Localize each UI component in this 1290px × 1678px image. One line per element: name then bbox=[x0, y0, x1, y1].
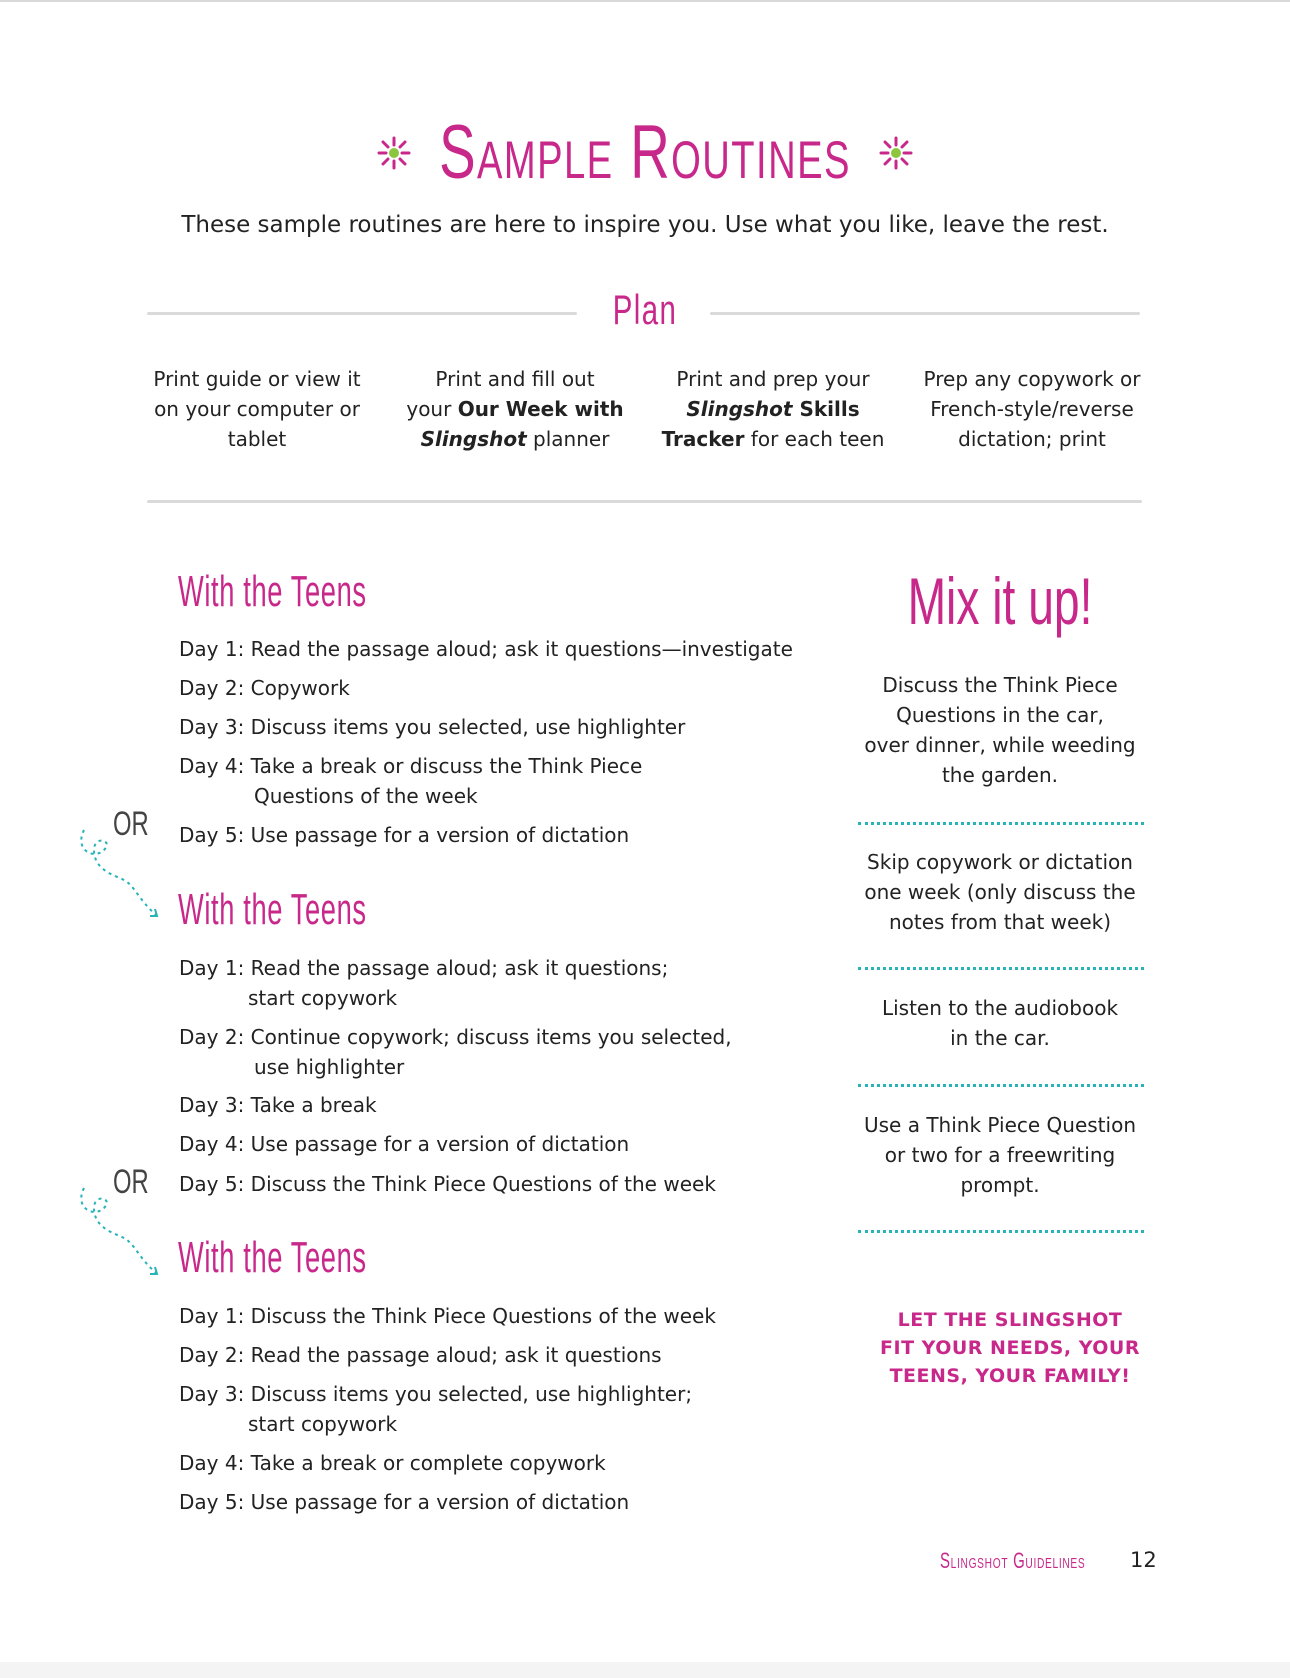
page-title: Sample Routines bbox=[439, 110, 851, 195]
plan-step-1: Print guide or view it on your computer or tablet bbox=[153, 367, 361, 451]
routine-1-day-1: Day 1: Read the passage aloud; ask it questions—investigate bbox=[179, 637, 793, 661]
dotted-divider-1 bbox=[858, 822, 1144, 825]
routine-3-day-5: Day 5: Use passage for a version of dictation bbox=[179, 1490, 630, 1514]
plan-step-4: Prep any copywork or French-style/reverse dictation; print bbox=[923, 367, 1141, 451]
plan-rule-bottom bbox=[147, 500, 1142, 503]
routine-3-day-3: Day 3: Discuss items you selected, use highlighter; start copywork bbox=[179, 1382, 693, 1436]
plan-heading: Plan bbox=[612, 286, 678, 333]
slingshot-callout: LET THE SLINGSHOT FIT YOUR NEEDS, YOUR TEENS, YOUR FAMILY! bbox=[880, 1309, 1140, 1387]
plan-rule-left bbox=[147, 312, 577, 315]
curly-arrow-icon-1 bbox=[74, 820, 164, 930]
intro-text: These sample routines are here to inspire you. Use what you like, leave the rest. bbox=[181, 212, 1109, 238]
page-number: 12 bbox=[1130, 1548, 1157, 1572]
dotted-divider-4 bbox=[858, 1230, 1144, 1233]
mix-tip-2: Skip copywork or dictation one week (only discuss the notes from that week) bbox=[864, 850, 1136, 934]
plan-step-2: Print and fill out your Our Week with Slingshot planner bbox=[406, 367, 624, 451]
or-label-2: OR bbox=[113, 1163, 149, 1201]
flower-icon-right bbox=[873, 130, 919, 176]
curly-arrow-icon-2 bbox=[74, 1178, 164, 1288]
routine-1-day-4: Day 4: Take a break or discuss the Think Piece Questions of the week bbox=[179, 754, 643, 808]
routine-3-title: With the Teens bbox=[178, 1233, 367, 1282]
flower-icon-left bbox=[371, 130, 417, 176]
routine-2-day-1: Day 1: Read the passage aloud; ask it questions; start copywork bbox=[179, 956, 669, 1010]
bottom-edge bbox=[0, 1662, 1290, 1678]
mix-tip-1: Discuss the Think Piece Questions in the car, over dinner, while weeding the garden. bbox=[864, 673, 1136, 787]
routine-3-day-2: Day 2: Read the passage aloud; ask it questions bbox=[179, 1343, 662, 1367]
plan-rule-right bbox=[710, 312, 1140, 315]
routine-2-day-3: Day 3: Take a break bbox=[179, 1093, 377, 1117]
dotted-divider-2 bbox=[858, 967, 1144, 970]
or-label-1: OR bbox=[113, 805, 149, 843]
routine-2-day-4: Day 4: Use passage for a version of dictation bbox=[179, 1132, 630, 1156]
mix-tip-4: Use a Think Piece Question or two for a freewriting prompt. bbox=[864, 1113, 1136, 1197]
plan-step-3: Print and prep your Slingshot Skills Tracker for each teen bbox=[661, 367, 885, 451]
routine-2-title: With the Teens bbox=[178, 885, 367, 934]
mix-it-up-heading: Mix it up! bbox=[907, 564, 1093, 638]
dotted-divider-3 bbox=[858, 1084, 1144, 1087]
page-title-row bbox=[0, 108, 1290, 198]
routine-1-title: With the Teens bbox=[178, 567, 367, 616]
mix-tip-3: Listen to the audiobook in the car. bbox=[881, 996, 1119, 1050]
routine-1-day-5: Day 5: Use passage for a version of dictation bbox=[179, 823, 630, 847]
routine-3-day-4: Day 4: Take a break or complete copywork bbox=[179, 1451, 606, 1475]
routine-1-day-2: Day 2: Copywork bbox=[179, 676, 350, 700]
routine-2-day-5: Day 5: Discuss the Think Piece Questions of the week bbox=[179, 1172, 716, 1196]
footer-section-label: Slingshot Guidelines bbox=[940, 1548, 1086, 1573]
routine-3-day-1: Day 1: Discuss the Think Piece Questions of the week bbox=[179, 1304, 716, 1328]
routine-1-day-3: Day 3: Discuss items you selected, use highlighter bbox=[179, 715, 686, 739]
top-border bbox=[0, 0, 1290, 2]
routine-2-day-2: Day 2: Continue copywork; discuss items you selected, use highlighter bbox=[179, 1025, 732, 1079]
